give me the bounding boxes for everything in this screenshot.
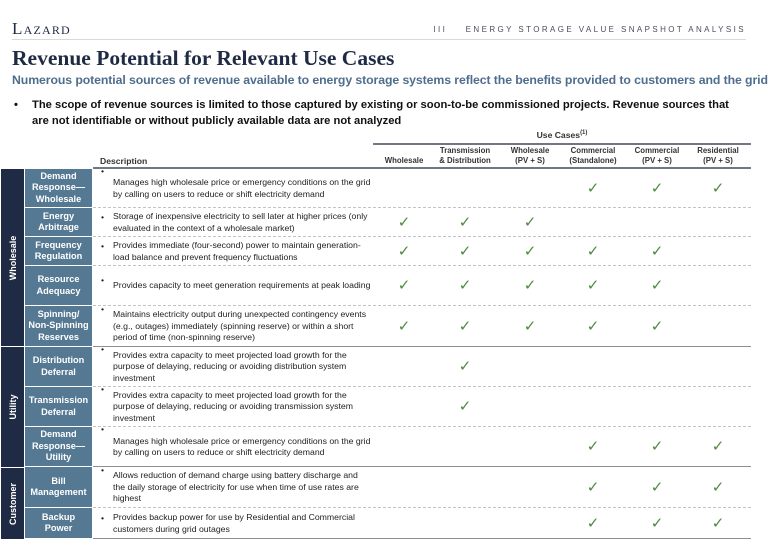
row-label: Transmission Deferral <box>25 387 92 426</box>
row-description <box>93 384 373 427</box>
group-label: Customer <box>7 482 18 525</box>
bullet-icon: • <box>101 240 105 251</box>
row-description <box>93 424 373 467</box>
row-description <box>93 208 373 237</box>
table-row-distribution-deferral <box>0 344 768 387</box>
description-text: Provides immediate (four-second) power to maintain generation-load balance and prevent frequency fluctuations <box>113 240 361 262</box>
bullet-icon: • <box>101 275 105 285</box>
row-label: Demand Response— Wholesale <box>25 169 92 207</box>
description-text: Maintains electricity output during unexpected contingency events (e.g., outages) immediately (spinning reserve) or within a short period of time (non-spinning reserve) <box>113 309 367 343</box>
check-icon: ✓ <box>711 179 725 197</box>
table-row-transmission-deferral <box>0 384 768 427</box>
check-icon: ✓ <box>523 242 537 260</box>
check-icon: ✓ <box>586 514 600 532</box>
description-text: Allows reduction of demand charge using battery discharge and the daily storage of electricity for use when time of use rates are highest <box>113 470 359 504</box>
scope-note-text: The scope of revenue sources is limited to those captured by existing or soon-to-be commissioned projects. Revenue sources that are not identifiable or without publicly available data are not analyzed <box>32 99 729 127</box>
check-icon: ✓ <box>397 277 411 294</box>
table-row-bill-management <box>0 464 768 508</box>
check-icon: ✓ <box>586 478 600 496</box>
table-row-frequency-regulation <box>0 237 768 266</box>
description-text: Provides backup power for use by Residential and Commercial customers during grid outages <box>113 512 355 534</box>
use-cases-header <box>373 130 751 140</box>
row-description <box>93 464 373 508</box>
check-icon: ✓ <box>711 514 725 532</box>
footnote-marker: (1) <box>580 130 588 137</box>
table-row-spinning-reserves <box>0 303 768 347</box>
section-tag: III ENERGY STORAGE VALUE SNAPSHOT ANALYSIS <box>433 25 746 34</box>
table-row-demand-response-wholesale <box>0 165 768 208</box>
bullet-icon: • <box>101 384 105 394</box>
row-label: Energy Arbitrage <box>25 208 92 236</box>
row-description <box>93 237 373 266</box>
scope-note <box>12 97 747 129</box>
description-text: Provides extra capacity to meet projected load growth for the purpose of delaying, reducing or avoiding transmission system investment <box>113 389 353 423</box>
check-icon: ✓ <box>650 277 664 294</box>
header-divider <box>12 39 746 40</box>
description-text: Provides extra capacity to meet projected load growth for the purpose of delaying, reducing or avoiding distribution system investment <box>113 349 347 383</box>
description-text: Storage of inexpensive electricity to sell later at higher prices (only evaluated in the context of a wholesale market) <box>113 211 368 233</box>
bullet-icon: • <box>101 344 105 354</box>
check-icon: ✓ <box>523 317 537 335</box>
check-icon: ✓ <box>650 179 664 197</box>
group-label: Wholesale <box>7 235 18 280</box>
bullet-icon: • <box>101 424 105 434</box>
check-icon: ✓ <box>523 213 537 231</box>
check-icon: ✓ <box>523 277 537 294</box>
row-description <box>93 303 373 347</box>
row-description <box>93 344 373 387</box>
row-label: Demand Response— Utility <box>25 427 92 466</box>
check-icon: ✓ <box>650 242 664 260</box>
check-icon: ✓ <box>650 317 664 335</box>
check-icon: ✓ <box>711 438 725 455</box>
description-text: Manages high wholesale price or emergency conditions on the grid by calling on users to reduce or shift electricity demand <box>113 177 371 199</box>
lazard-logo: Lazard <box>12 19 71 38</box>
description-text: Manages high wholesale price or emergency conditions on the grid by calling on users to reduce or shift electricity demand <box>113 435 371 457</box>
row-description <box>93 266 373 306</box>
column-headers <box>0 146 768 168</box>
check-icon: ✓ <box>397 213 411 231</box>
row-label: Spinning/ Non-Spinning Reserves <box>25 306 92 346</box>
check-icon: ✓ <box>711 478 725 496</box>
col-header-commercial-pvs: Commercial (PV + S) <box>634 146 680 165</box>
check-icon: ✓ <box>397 317 411 335</box>
table-row-energy-arbitrage <box>0 208 768 237</box>
page-subtitle: Numerous potential sources of revenue available to energy storage systems reflect the benefits provided to customers and the grid <box>12 73 768 87</box>
col-header-wholesale-pvs: Wholesale (PV + S) <box>510 146 550 165</box>
row-label: Resource Adequacy <box>25 266 92 305</box>
check-icon: ✓ <box>586 438 600 455</box>
col-header-residential-pvs: Residential (PV + S) <box>697 146 739 165</box>
check-icon: ✓ <box>458 398 472 415</box>
row-label: Bill Management <box>25 467 92 507</box>
bullet-icon: • <box>101 464 105 475</box>
check-icon: ✓ <box>650 478 664 496</box>
bullet-icon: • <box>101 165 105 176</box>
table-row-resource-adequacy <box>0 266 768 306</box>
bullet-icon: • <box>101 303 105 314</box>
use-cases-label: Use Cases <box>536 130 581 140</box>
row-divider <box>93 538 751 539</box>
description-header: Description <box>100 156 148 166</box>
col-header-wholesale: Wholesale <box>384 156 424 165</box>
check-icon: ✓ <box>458 213 472 231</box>
check-icon: ✓ <box>650 514 664 532</box>
check-icon: ✓ <box>458 242 472 260</box>
check-icon: ✓ <box>458 358 472 375</box>
bullet-icon: • <box>101 211 105 222</box>
row-label: Distribution Deferral <box>25 347 92 386</box>
row-label: Frequency Regulation <box>25 237 92 265</box>
check-icon: ✓ <box>586 277 600 294</box>
check-icon: ✓ <box>650 438 664 455</box>
use-cases-rule <box>373 143 751 145</box>
bullet-icon: • <box>101 512 105 523</box>
row-description <box>93 165 373 208</box>
check-icon: ✓ <box>586 317 600 335</box>
row-description <box>93 508 373 539</box>
check-icon: ✓ <box>397 242 411 260</box>
check-icon: ✓ <box>458 277 472 294</box>
check-icon: ✓ <box>586 242 600 260</box>
check-icon: ✓ <box>586 179 600 197</box>
col-header-commercial-standalone: Commercial (Standalone) <box>569 146 617 165</box>
table-row-backup-power <box>0 508 768 539</box>
page-title: Revenue Potential for Relevant Use Cases <box>12 46 395 70</box>
row-label: Backup Power <box>25 508 92 538</box>
col-header-transmission-distribution: Transmission & Distribution <box>439 146 491 165</box>
check-icon: ✓ <box>458 317 472 335</box>
group-label: Utility <box>7 394 18 420</box>
description-text: Provides capacity to meet generation requirements at peak loading <box>113 280 371 291</box>
bullet-icon: • <box>14 99 18 111</box>
table-row-demand-response-utility <box>0 424 768 467</box>
